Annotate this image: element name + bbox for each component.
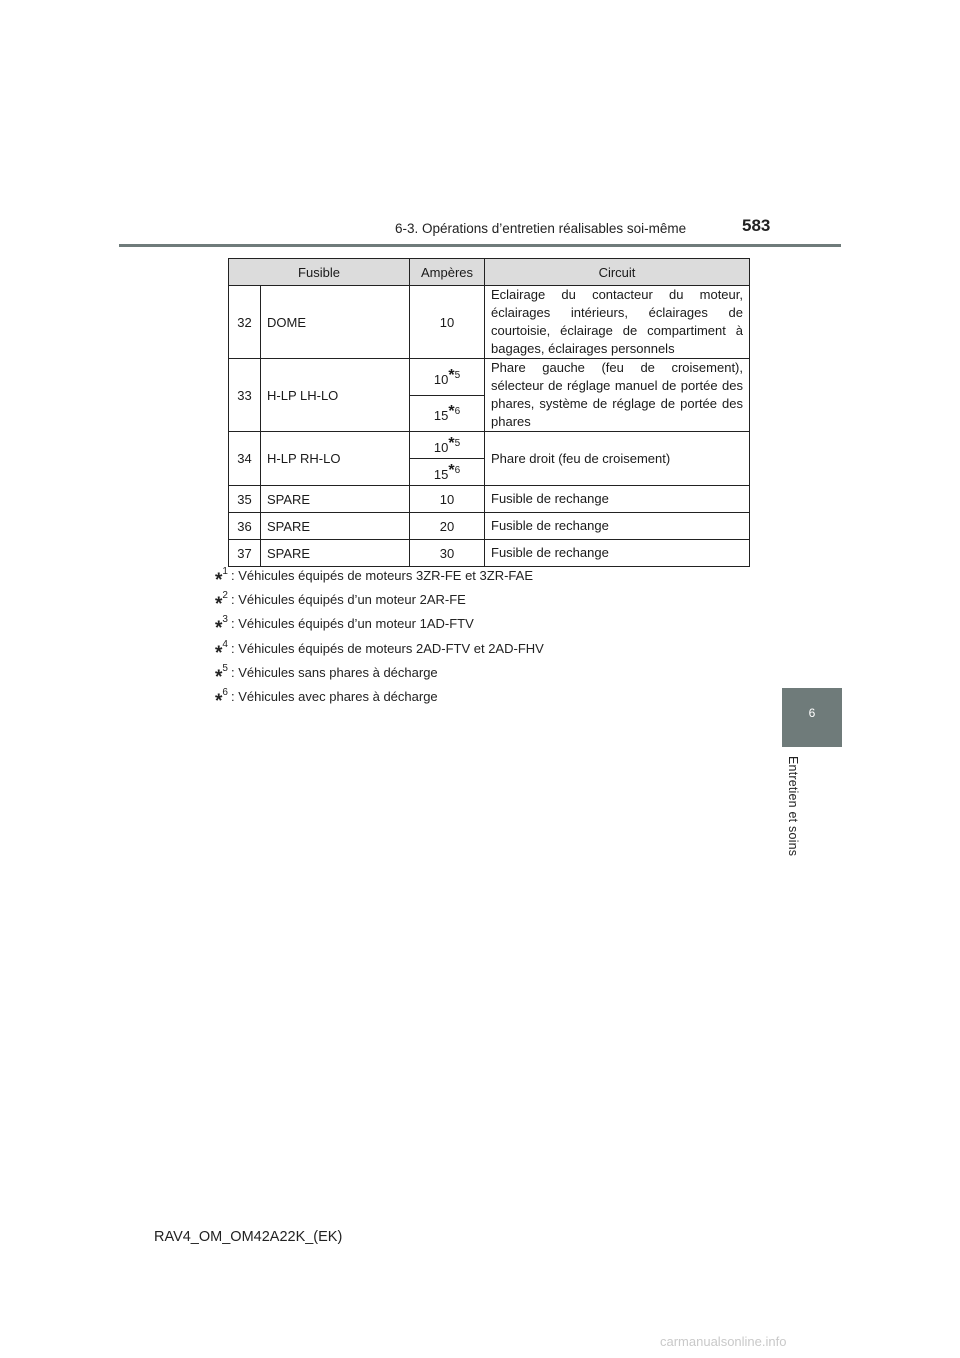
footnote-star: * — [215, 666, 223, 688]
footnote-number: 2 — [222, 590, 228, 602]
table-row — [229, 486, 750, 513]
footnote-number: 4 — [222, 638, 228, 650]
fuse-circuit: Fusible de rechange — [485, 486, 750, 513]
fuse-name: SPARE — [261, 540, 410, 567]
footnote-star: * — [448, 366, 455, 384]
fuse-circuit: Fusible de rechange — [485, 540, 750, 567]
fuse-amperes — [410, 459, 485, 486]
fuse-name: H-LP RH-LO — [261, 432, 410, 486]
fuse-circuit: Phare gauche (feu de croisement), sélecteur de réglage manuel de portée des phares, système de réglage de portée des phares — [485, 359, 750, 432]
amperes-value: 10 — [433, 440, 449, 455]
footnote-ref — [448, 403, 461, 421]
footnote — [215, 614, 544, 638]
footnote-text: : Véhicules équipés de moteurs 3ZR-FE et 3ZR-FAE — [230, 568, 533, 583]
chapter-label: Entretien et soins — [786, 756, 800, 857]
footnote-number: 5 — [222, 662, 228, 674]
fuse-circuit: Fusible de rechange — [485, 513, 750, 540]
footnote-star: * — [448, 403, 455, 421]
fuse-name: SPARE — [261, 486, 410, 513]
column-header-fuse: Fusible — [229, 259, 410, 286]
footnote-number: 5 — [454, 369, 461, 381]
chapter-tab[interactable] — [782, 688, 842, 747]
footnote-ref — [448, 435, 461, 452]
fuse-number: 37 — [229, 540, 261, 567]
footnote-number: 3 — [222, 614, 228, 626]
footnote-star: * — [215, 642, 223, 664]
fuse-amperes — [410, 432, 485, 459]
footnote-text: : Véhicules équipés d’un moteur 1AD-FTV — [230, 616, 474, 632]
footnote-text: : Véhicules sans phares à décharge — [230, 664, 438, 680]
footnote-ref — [448, 462, 461, 479]
fuse-name: DOME — [261, 286, 410, 359]
header-divider — [119, 244, 841, 247]
footnote-star: * — [215, 594, 223, 616]
watermark: carmanualsonline.info — [660, 1334, 787, 1349]
fuse-circuit: Phare droit (feu de croisement) — [485, 432, 750, 486]
footnote — [215, 663, 544, 687]
footnote — [215, 639, 544, 663]
column-header-circuit: Circuit — [485, 259, 750, 286]
fuse-number: 32 — [229, 286, 261, 359]
chapter-tab-number: 6 — [808, 706, 816, 720]
footnote-number: 5 — [454, 438, 461, 449]
page-number: 583 — [742, 216, 771, 235]
fuse-number: 36 — [229, 513, 261, 540]
footnote-number: 6 — [454, 465, 461, 476]
fuse-circuit: Eclairage du contacteur du moteur, éclairages intérieurs, éclairages de courtoisie, éclairage de compartiment à bagages, éclairages personnels — [485, 286, 750, 359]
amperes-value: 15 — [433, 467, 449, 482]
section-title: 6-3. Opérations d’entretien réalisables soi-même — [395, 221, 687, 236]
footnote-star: * — [215, 618, 223, 640]
footnote-ref — [448, 366, 461, 384]
table-row — [229, 359, 750, 396]
footnotes — [215, 566, 544, 711]
footnote — [215, 566, 544, 590]
footnote-text: : Véhicules avec phares à décharge — [230, 688, 438, 704]
footnote-star: * — [215, 690, 223, 712]
fuse-table — [228, 258, 750, 567]
fuse-number: 33 — [229, 359, 261, 432]
footnote-number: 6 — [454, 406, 461, 418]
fuse-name: H-LP LH-LO — [261, 359, 410, 432]
fuse-amperes: 20 — [410, 513, 485, 540]
footnote — [215, 590, 544, 614]
footnote — [215, 687, 544, 711]
table-row — [229, 286, 750, 359]
footnote-star: * — [215, 570, 223, 591]
document-code: RAV4_OM_OM42A22K_(EK) — [154, 1229, 343, 1245]
footnote-text: : Véhicules équipés de moteurs 2AD-FTV et 2AD-FHV — [230, 640, 544, 656]
footnote-number: 6 — [222, 686, 228, 698]
amperes-value: 15 — [433, 408, 449, 424]
fuse-number: 35 — [229, 486, 261, 513]
table-header-row — [229, 259, 750, 286]
fuse-name: SPARE — [261, 513, 410, 540]
footnote-text: : Véhicules équipés d’un moteur 2AR-FE — [230, 592, 466, 608]
table-row — [229, 513, 750, 540]
column-header-amperes: Ampères — [410, 259, 485, 286]
footnote-star: * — [448, 462, 455, 479]
table-row — [229, 432, 750, 459]
fuse-amperes — [410, 395, 485, 432]
fuse-amperes: 10 — [410, 486, 485, 513]
table-row — [229, 540, 750, 567]
fuse-number: 34 — [229, 432, 261, 486]
footnote-number: 1 — [222, 566, 228, 577]
amperes-value: 10 — [433, 371, 449, 387]
fuse-amperes: 10 — [410, 286, 485, 359]
footnote-star: * — [448, 435, 455, 452]
fuse-amperes — [410, 359, 485, 396]
fuse-amperes: 30 — [410, 540, 485, 567]
